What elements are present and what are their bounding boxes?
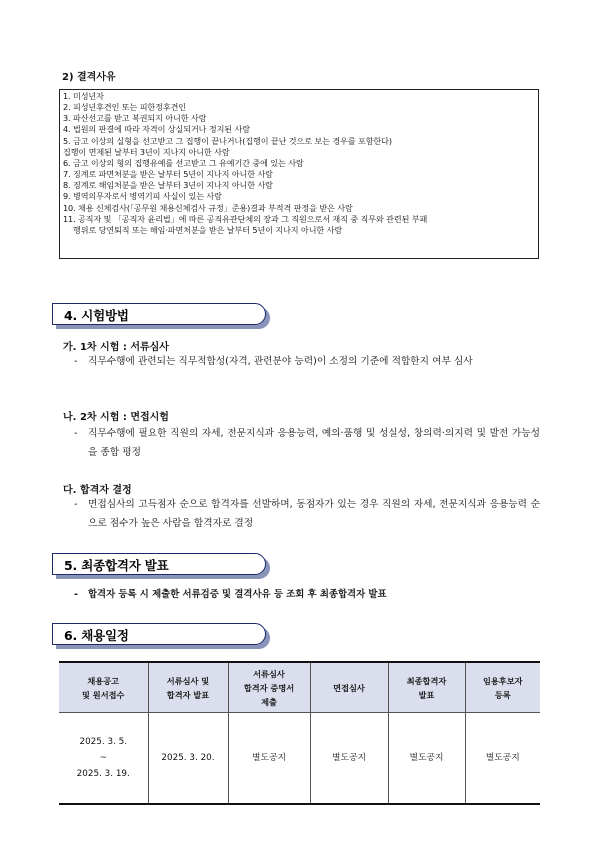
disqualification-item: 집행이 면제된 날부터 3년이 지나지 아니한 사람 xyxy=(63,146,230,157)
disqualification-item: 9. 병역의무자로서 병역기피 사실이 있는 사람 xyxy=(63,191,222,202)
header-cell: 서류심사 및 합격자 발표 xyxy=(148,662,228,713)
header-cell: 임용후보자 등록 xyxy=(465,662,540,713)
schedule-table xyxy=(59,661,540,805)
disqualification-item: 10. 채용 신체검사(「공무원 채용신체검사 규정」준용)결과 부적격 판정을 받은 사람 xyxy=(63,202,353,213)
stage1-bullet xyxy=(74,352,540,371)
bullet-dash: - xyxy=(74,589,78,600)
bullet-dash: - xyxy=(74,428,78,439)
disqualification-item: 5. 금고 이상의 실형을 선고받고 그 집행이 끝나거나(집행이 끝난 것으로 보는 경우를 포함한다) xyxy=(63,135,392,146)
section-6-title: 6. 채용일정 xyxy=(64,628,129,643)
header-cell: 최종합격자 발표 xyxy=(388,662,465,713)
disqualification-title: 2) 결격사유 xyxy=(62,72,116,83)
header-cell: 면접심사 xyxy=(310,662,388,713)
section-6-header xyxy=(52,623,270,647)
table-header-row xyxy=(59,662,540,713)
section-5-title: 5. 최종합격자 발표 xyxy=(64,558,169,573)
result-bullet xyxy=(74,495,540,533)
result-title: 다. 합격자 결정 xyxy=(63,485,132,496)
disqualification-item: 2. 피성년후견인 또는 피한정후견인 xyxy=(63,102,187,113)
stage2-bullet xyxy=(74,424,540,462)
disqualification-item: 3. 파산선고를 받고 복권되지 아니한 사람 xyxy=(63,113,207,124)
header-cell: 채용공고 및 원서접수 xyxy=(59,662,148,713)
section5-bullet xyxy=(74,585,540,604)
disqualification-item: 행위로 당연퇴직 또는 해임·파면처분을 받은 날부터 5년이 지나지 아니한 사람 xyxy=(73,224,343,235)
header-cell: 서류심사 합격자 증명서 제출 xyxy=(228,662,310,713)
section-5-header xyxy=(52,553,270,577)
table-cell: 2025. 3. 20. xyxy=(148,713,228,805)
section5-description: 합격자 등록 시 제출한 서류검증 및 결격사유 등 조회 후 최종합격자 발표 xyxy=(88,589,387,600)
stage1-title: 가. 1차 시험 : 서류심사 xyxy=(63,342,169,353)
table-cell: 별도공지 xyxy=(465,713,540,805)
bullet-dash: - xyxy=(74,356,78,367)
result-description: 면접심사의 고득점자 순으로 합격자를 선발하며, 동점자가 있는 경우 직원의 자세, 전문지식과 응용능력 순으로 점수가 높은 사람을 합격자로 결정 xyxy=(88,499,540,529)
disqualification-item: 1. 미성년자 xyxy=(63,91,104,101)
disqualification-item: 11. 공직자 및 「공직자 윤리법」에 따른 공직유관단체의 장과 그 직원으로서 재직 중 직무와 관련된 부패 xyxy=(63,213,428,224)
table-cell: 별도공지 xyxy=(310,713,388,805)
stage1-description: 직무수행에 관련되는 직무적합성(자격, 관련분야 능력)이 소정의 기준에 적합한지 여부 심사 xyxy=(88,356,473,367)
table-cell: 별도공지 xyxy=(388,713,465,805)
table-cell: 2025. 3. 5. ~ 2025. 3. 19. xyxy=(59,713,148,805)
disqualification-box xyxy=(59,89,539,259)
stage2-title: 나. 2차 시험 : 면접시험 xyxy=(63,412,169,423)
disqualification-item: 8. 징계로 해임처분을 받은 날부터 3년이 지나지 아니한 사람 xyxy=(63,180,273,191)
disqualification-item: 6. 금고 이상의 형의 집행유예를 선고받고 그 유예기간 중에 있는 사람 xyxy=(63,157,304,168)
bullet-dash: - xyxy=(74,499,78,510)
table-cell: 별도공지 xyxy=(228,713,310,805)
disqualification-item: 7. 징계로 파면처분을 받은 날부터 5년이 지나지 아니한 사람 xyxy=(63,169,273,180)
disqualification-item: 4. 법원의 판결에 따라 자격이 상실되거나 정지된 사람 xyxy=(63,124,250,135)
section-4-header xyxy=(52,303,270,327)
table-row xyxy=(59,713,540,805)
stage2-description: 직무수행에 필요한 직원의 자세, 전문지식과 응용능력, 예의·품행 및 성실성, 창의력·의지력 및 발전 가능성을 종합 평정 xyxy=(88,428,540,458)
section-4-title: 4. 시험방법 xyxy=(64,308,129,323)
